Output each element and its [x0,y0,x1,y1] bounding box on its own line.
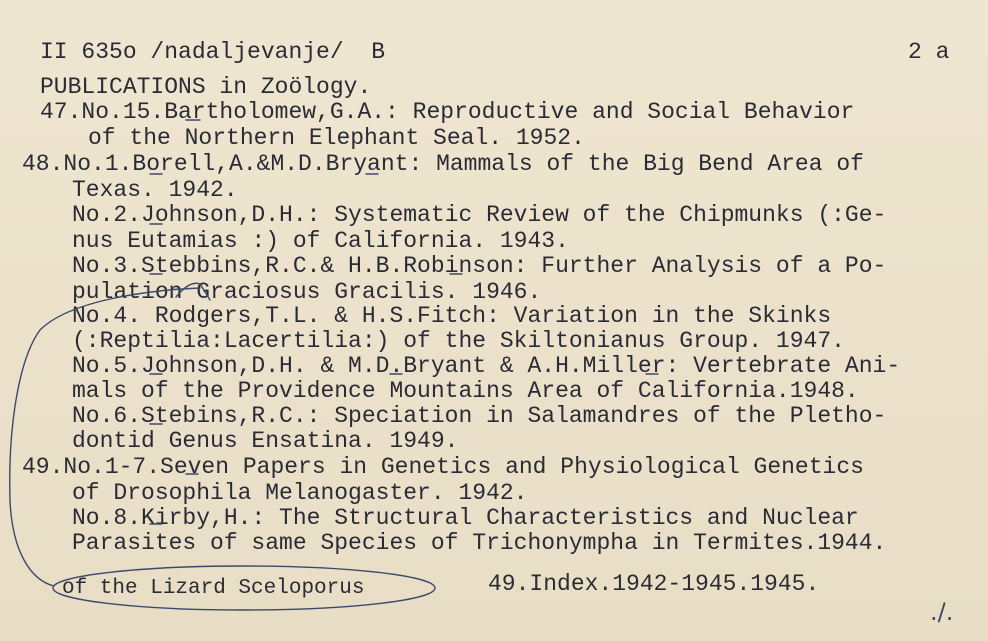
entry-line: mals of the Providence Mountains Area of California.1948. [72,378,859,404]
entry-line: No.8.Kirby,H.: The Structural Characteristics and Nuclear [72,505,859,531]
entry-line: of the Northern Elephant Seal. 1952. [88,125,585,151]
entry-line: nus Eutamias :) of California. 1943. [72,228,569,254]
entry-line: No.5.Johnson,D.H. & M.D.Bryant & A.H.Miller: Vertebrate Ani- [72,353,901,379]
entry-line: (:Reptilia:Lacertilia:) of the Skiltonianus Group. 1947. [72,328,845,354]
entry-line: dontid Genus Ensatina. 1949. [72,428,459,454]
insertion-guide-line [10,288,200,586]
insertion-caret [176,283,210,300]
entry-line: Texas. 1942. [72,177,238,203]
insertion-text: of the Lizard Sceloporus [62,577,365,600]
entry-line: 47.No.15.Bartholomew,G.A.: Reproductive and Social Behavior [40,99,855,125]
index-line: 49.Index.1942-1945.1945. [488,571,820,597]
call-number: II 635o /nadaljevanje/ B [40,39,386,65]
entry-line: No.3.Stebbins,R.C.& H.B.Robinson: Further Analysis of a Po- [72,253,887,279]
entry-line: No.2.Johnson,D.H.: Systematic Review of the Chipmunks (:Ge- [72,202,887,228]
insertion-ellipse [53,566,435,610]
entry-line: 49.No.1-7.Seven Papers in Genetics and Physiological Genetics [22,454,864,480]
entry-line: 48.No.1.Borell,A.&M.D.Bryant: Mammals of the Big Bend Area of [22,151,864,177]
corner-mark: ./. [930,598,954,626]
entry-line: Parasites of same Species of Trichonympha in Termites.1944. [72,530,887,556]
entry-line: No.6.Stebins,R.C.: Speciation in Salamandres of the Pletho- [72,403,887,429]
series-heading: PUBLICATIONS in Zoölogy. [40,74,372,100]
entry-line: of Drosophila Melanogaster. 1942. [72,480,528,506]
card-number: 2 a [908,39,950,65]
entry-line: pulation Graciosus Gracilis. 1946. [72,279,542,305]
entry-line: No.4. Rodgers,T.L. & H.S.Fitch: Variation in the Skinks [72,303,832,329]
